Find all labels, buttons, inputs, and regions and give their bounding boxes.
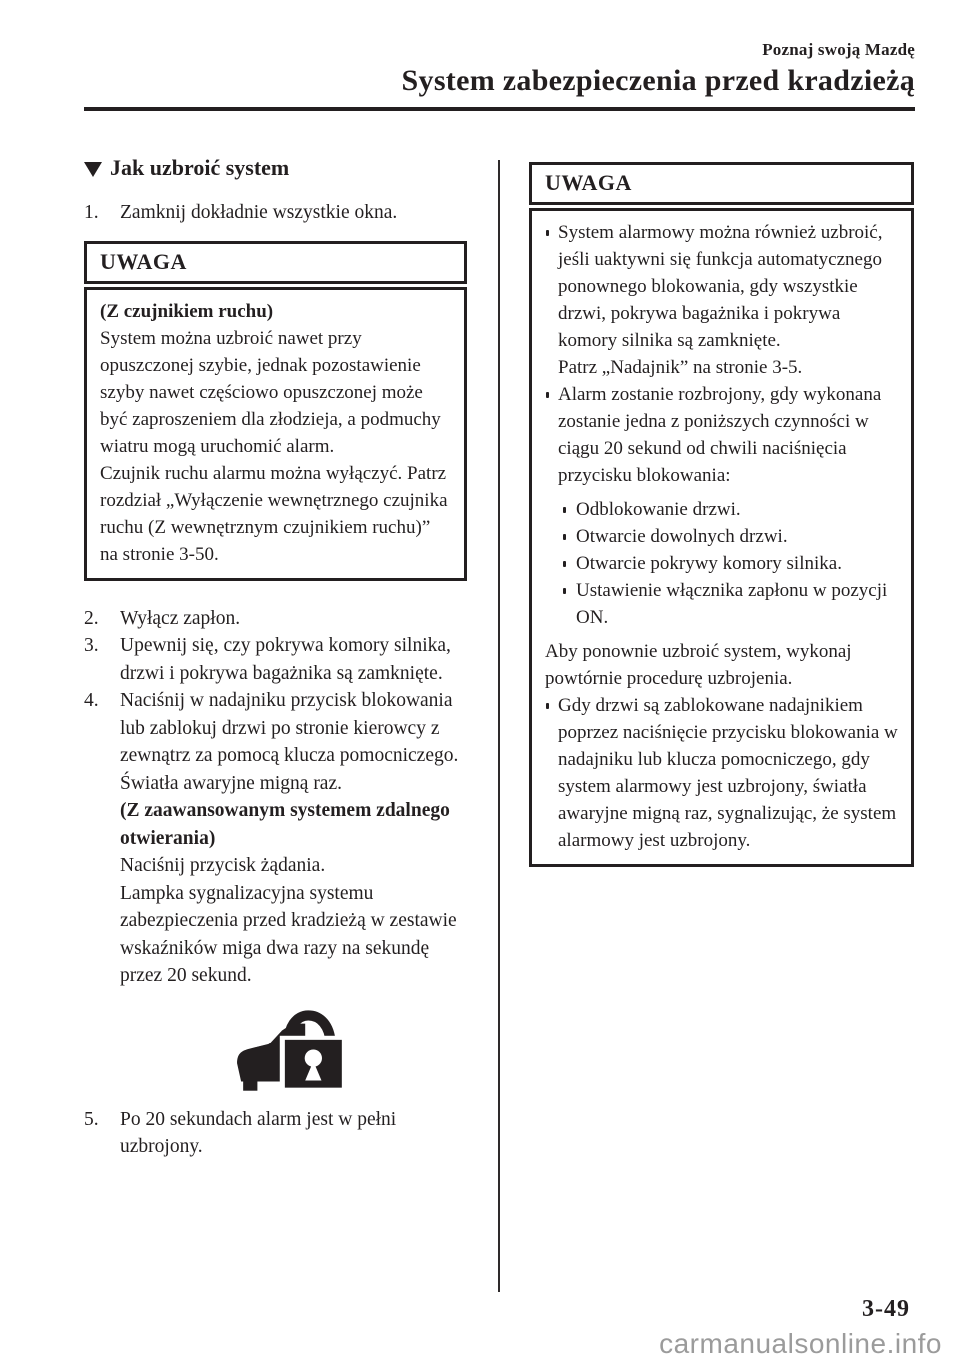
step-item-5	[84, 1106, 467, 1161]
bullet-item-3	[545, 692, 899, 854]
bullet-text	[558, 219, 899, 381]
step-number: 4.	[84, 690, 99, 711]
note-box-left	[84, 241, 467, 581]
right-column	[529, 162, 914, 867]
note-box-header: UWAGA	[529, 162, 914, 205]
bullet1-reference: Patrz „Nadajnik” na stronie 3-5.	[558, 357, 803, 378]
left-column	[84, 155, 467, 1161]
bullet-item-1	[545, 219, 899, 381]
column-divider	[498, 160, 500, 1292]
watermark-text: carmanualsonline.info	[659, 1328, 942, 1359]
step-item-4	[84, 687, 467, 990]
header-eyebrow: Poznaj swoją Mazdę	[762, 40, 915, 59]
bullet-marker	[562, 577, 576, 631]
step-item-3	[84, 632, 467, 687]
sub-bullet-text: Otwarcie dowolnych drzwi.	[576, 526, 788, 547]
bullet1-main: System alarmowy można również uzbroić, jeśli uaktywni się funkcja automatycznego ponownego blokowania, gdy wszystkie drzwi, pokrywa bagażnika i pokrywa komory silnika są zamknięte.	[558, 222, 883, 351]
page-number: 3-49	[862, 1296, 910, 1322]
step-number: 3.	[84, 635, 99, 656]
sub-bullet-list	[562, 496, 899, 631]
car-wheel	[243, 1080, 257, 1090]
step4-paragraph: Lampka sygnalizacyjna systemu zabezpieczenia przed kradzieżą w zestawie wskaźników miga dwa razy na sekundę przez 20 sekund.	[120, 882, 457, 986]
step-text: Upewnij się, czy pokrywa komory silnika, drzwi i pokrywa bagażnika są zamknięte.	[120, 635, 451, 684]
step-number: 1.	[84, 202, 99, 223]
bullet-marker	[562, 523, 576, 550]
section-heading	[84, 155, 467, 181]
section-heading-label: Jak uzbroić system	[110, 155, 290, 180]
sub-bullet-text: Odblokowanie drzwi.	[576, 499, 741, 520]
bullet-text: Alarm zostanie rozbrojony, gdy wykonana zostanie jedna z poniższych czynności w ciągu 20 sekund od chwili naciśnięcia przycisku blokowania:	[558, 384, 882, 486]
sub-bullet-item	[562, 523, 899, 550]
step-number: 2.	[84, 607, 99, 629]
sub-bullet-text: Ustawienie włącznika zapłonu w pozycji ON.	[576, 580, 888, 628]
bullet-marker	[545, 692, 558, 854]
bullet-text: Gdy drzwi są zablokowane nadajnikiem poprzez naciśnięcie przycisku blokowania w nadajniku lub klucza pomocniczego, gdy system alarmowy jest uzbrojony, światła awaryjne migną raz, sygnalizując, że system alarmowy jest uzbrojony.	[558, 695, 898, 851]
note-subheading: (Z czujnikiem ruchu)	[100, 300, 274, 322]
sub-bullet-text: Otwarcie pokrywy komory silnika.	[576, 553, 842, 574]
triangle-down-icon	[84, 162, 102, 177]
step4-paragraph: Naciśnij przycisk żądania.	[120, 855, 326, 876]
note-paragraph: Czujnik ruchu alarmu można wyłączyć. Patrz rozdział „Wyłączenie wewnętrznego czujnika ruchu (Z wewnętrznym czujnikiem ruchu)” na stronie 3-50.	[100, 462, 448, 565]
step-text: Wyłącz zapłon.	[120, 607, 241, 629]
bullet-marker	[545, 381, 558, 489]
page-header	[402, 40, 915, 98]
bullet-marker	[545, 219, 558, 381]
car-lock-icon	[234, 1004, 352, 1094]
bullet-item-2	[545, 381, 899, 489]
rearm-paragraph: Aby ponownie uzbroić system, wykonaj powtórnie procedurę uzbrojenia.	[545, 641, 852, 689]
step4-paragraph: Naciśnij w nadajniku przycisk blokowania lub zablokuj drzwi po stronie kierowcy z zewnątrz za pomocą klucza pomocniczego.	[120, 690, 459, 766]
note-box-body	[529, 208, 914, 867]
note-paragraph: System można uzbroić nawet przy opuszczonej szybie, jednak pozostawienie szyby nawet częściowo opuszczonej może być zaproszeniem dla złodzieja, a podmuchy wiatru mogą uruchomić alarm.	[100, 327, 441, 457]
step-text: Po 20 sekundach alarm jest w pełni uzbrojony.	[120, 1108, 397, 1157]
sub-bullet-item	[562, 577, 899, 631]
sub-bullet-item	[562, 550, 899, 577]
step-item-2	[84, 605, 467, 633]
step4-subheading: (Z zaawansowanym systemem zdalnego otwierania)	[120, 800, 450, 849]
step-text	[120, 687, 467, 990]
bullet-marker	[562, 550, 576, 577]
header-rule	[84, 107, 915, 111]
step4-paragraph: Światła awaryjne migną raz.	[120, 772, 342, 794]
car-lock-illustration	[234, 1004, 352, 1094]
note-box-right	[529, 162, 914, 867]
note-box-header: UWAGA	[84, 241, 467, 284]
step-number: 5.	[84, 1108, 99, 1130]
page-title: System zabezpieczenia przed kradzieżą	[401, 64, 915, 97]
step-item-1	[84, 199, 467, 227]
bullet-marker	[562, 496, 576, 523]
note-box-body	[84, 287, 467, 581]
sub-bullet-item	[562, 496, 899, 523]
step-text: Zamknij dokładnie wszystkie okna.	[120, 202, 398, 223]
